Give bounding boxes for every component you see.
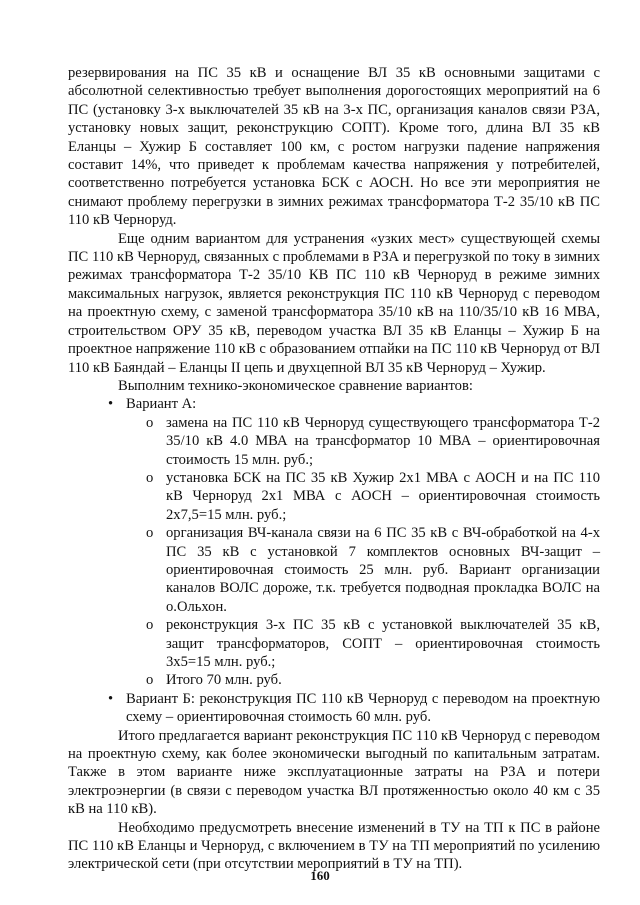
list-item <box>68 671 600 689</box>
variant-b <box>68 690 600 727</box>
variant-a-total: Итого 70 млн. руб. <box>166 672 282 689</box>
paragraph-requirements: Необходимо предусмотреть внесение изменений в ТУ на ТП к ПС в районе ПС 110 кВ Еланцы и Черноруд, с включением в ТУ на ТП мероприятий по усилению электрической сети (при отсутствии мероприятий в ТУ на ТП). <box>68 819 600 873</box>
variants-list <box>68 395 600 726</box>
variant-a-item-text: организация ВЧ-канала связи на 6 ПС 35 кВ с ВЧ-обработкой на 4-х ПС 35 кВ с установкой 7 комплектов основных ВЧ-защит – ориентировочная стоимость 25 млн. руб. Вариант организации каналов ВОЛС дороже, т.к. требуется подводная прокладка ВОЛС на о.Ольхон. <box>166 525 600 615</box>
sub-bullet-icon: o <box>146 525 154 542</box>
variant-a-item-text: реконструкция 3-х ПС 35 кВ с установкой выключателей 35 кВ, защит трансформаторов, СОПТ – ориентировочная стоимость 3х5=15 млн. руб.; <box>166 617 600 670</box>
list-item <box>68 616 600 671</box>
bullet-icon: • <box>108 690 114 707</box>
paragraph-alternative-option: Еще одним вариантом для устранения «узких мест» существующей схемы ПС 110 кВ Черноруд, связанных с проблемами в РЗА и перегрузкой по току в зимних режимах трансформатора Т-2 35/10 КВ ПС 110 кВ Черноруд в режиме зимних максимальных нагрузок, является реконструкция ПС 110 кВ Черноруд с переводом на проектную схему, с заменой трансформатора 35/10 кВ на 110/35/10 кВ 16 МВА, строительством ОРУ 35 кВ, переводом участка ВЛ 35 кВ Еланцы – Хужир Б на проектное напряжение 110 кВ с образованием отпайки на ПС 110 кВ Черноруд от ВЛ 110 кВ Баяндай – Еланцы II цепь и двухцепной ВЛ 35 кВ Черноруд – Хужир. <box>68 230 600 376</box>
variant-a-item-text: замена на ПС 110 кВ Черноруд существующего трансформатора Т-2 35/10 кВ 4.0 МВА на трансформатор 10 МВА – ориентировочная стоимость 15 млн. руб.; <box>166 414 600 468</box>
list-item <box>68 524 600 616</box>
list-item <box>68 414 600 469</box>
page-number: 160 <box>310 868 330 883</box>
sub-bullet-icon: o <box>146 469 154 486</box>
paragraph-continuation: резервирования на ПС 35 кВ и оснащение ВЛ 35 кВ основными защитами с абсолютной селективностью требует выполнения дорогостоящих мероприятий на 6 ПС (установку 3-х выключателей 35 кВ на 3-х ПС, организация каналов связи РЗА, установку новых защит, реконструкцию СОПТ). Кроме того, длина ВЛ 35 кВ Еланцы – Хужир Б составляет 100 км, с ростом нагрузки падение напряжения составит 14%, что приведет к проблемам качества напряжения у потребителей, соответственно потребуется установка БСК с АОСН. Но все эти мероприятия не снимают проблему перегрузки в зимних режимах трансформатора Т-2 35/10 кВ ПС 110 кВ Черноруд. <box>68 65 600 229</box>
sub-bullet-icon: o <box>146 617 154 634</box>
variant-a <box>68 395 600 690</box>
variant-a-label: Вариант А: <box>126 396 197 413</box>
paragraph-comparison-intro: Выполним технико-экономическое сравнение вариантов: <box>118 377 473 394</box>
list-item <box>68 469 600 524</box>
paragraph-conclusion: Итого предлагается вариант реконструкция ПС 110 кВ Черноруд с переводом на проектную схему, как более экономически выгодный по капитальным затратам. Также в этом варианте ниже эксплуатационные затраты на РЗА и потери электроэнергии (в связи с переводом участка ВЛ протяженностью около 40 км с 35 кВ на 110 кВ). <box>68 727 600 818</box>
variant-b-text: Вариант Б: реконструкция ПС 110 кВ Черноруд с переводом на проектную схему – ориентировочная стоимость 60 млн. руб. <box>126 690 600 726</box>
bullet-icon: • <box>108 396 114 413</box>
variant-a-item-text: установка БСК на ПС 35 кВ Хужир 2х1 МВА с АОСН и на ПС 110 кВ Черноруд 2х1 МВА с АОСН – ориентировочная стоимость 2х7,5=15 млн. руб.; <box>166 469 600 523</box>
sub-bullet-icon: o <box>146 414 154 431</box>
variant-a-items <box>126 414 600 690</box>
document-body <box>68 64 600 874</box>
sub-bullet-icon: o <box>146 672 154 689</box>
